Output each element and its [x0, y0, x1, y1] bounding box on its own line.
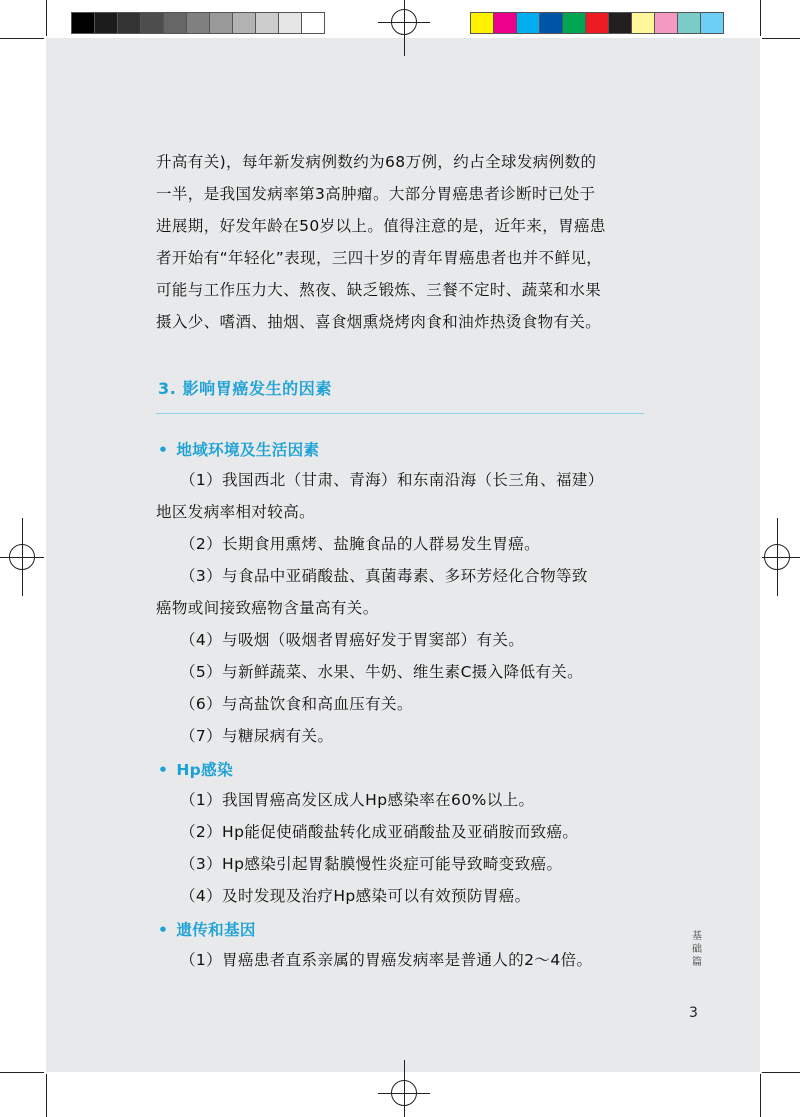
bullet-heading-region-lifestyle — [158, 438, 319, 460]
gray-swatch — [301, 12, 325, 34]
gray-swatch — [140, 12, 164, 34]
gray-swatch — [255, 12, 279, 34]
body-text-line: 一半，是我国发病率第3高肿瘤。大部分胃癌患者诊断时已处于 — [156, 185, 596, 203]
color-swatch — [654, 12, 678, 34]
crop-mark — [762, 1072, 800, 1073]
crop-mark — [46, 0, 47, 36]
list-item: （5）与新鲜蔬菜、水果、牛奶、维生素C摄入降低有关。 — [180, 663, 584, 681]
list-item: （1）我国西北（甘肃、青海）和东南沿海（长三角、福建） — [180, 471, 604, 489]
body-text-line: 进展期，好发年龄在50岁以上。值得注意的是，近年来，胃癌患 — [156, 217, 606, 235]
color-swatch — [608, 12, 632, 34]
process-color-bar — [470, 12, 723, 36]
list-item: （6）与高盐饮食和高血压有关。 — [180, 695, 413, 713]
gray-swatch — [71, 12, 95, 34]
bullet-dot-icon: • — [158, 921, 169, 939]
crop-mark — [0, 1072, 44, 1073]
gray-swatch — [278, 12, 302, 34]
color-swatch — [539, 12, 563, 34]
bullet-dot-icon: • — [158, 761, 169, 779]
section-side-label: 基础篇 — [692, 931, 702, 968]
list-item: 地区发病率相对较高。 — [156, 503, 316, 521]
gray-color-bar — [71, 12, 324, 36]
list-item: （1）我国胃癌高发区成人Hp感染率在60%以上。 — [180, 791, 535, 809]
gray-swatch — [209, 12, 233, 34]
crop-mark — [46, 1074, 47, 1117]
color-swatch — [493, 12, 517, 34]
body-text-line: 升高有关)，每年新发病例数约为68万例，约占全球发病例数的 — [156, 153, 597, 171]
body-text-line: 者开始有“年轻化”表现，三四十岁的青年胃癌患者也并不鲜见， — [156, 249, 603, 267]
gray-swatch — [117, 12, 141, 34]
color-swatch — [516, 12, 540, 34]
body-text-line: 可能与工作压力大、熬夜、缺乏锻炼、三餐不定时、蔬菜和水果 — [156, 281, 602, 299]
body-text-line: 摄入少、嗜酒、抽烟、喜食烟熏烧烤肉食和油炸热烫食物有关。 — [156, 313, 602, 331]
list-item: （3）与食品中亚硝酸盐、真菌毒素、多环芳烃化合物等致 — [180, 567, 588, 585]
crop-mark — [760, 1074, 761, 1117]
page-number: 3 — [689, 1005, 698, 1021]
color-swatch — [631, 12, 655, 34]
bullet-heading-hp-infection — [158, 758, 233, 780]
list-item: （7）与糖尿病有关。 — [180, 727, 334, 745]
bullet-title: 遗传和基因 — [176, 921, 256, 939]
registration-mark — [764, 544, 790, 570]
gray-swatch — [232, 12, 256, 34]
bullet-title: Hp感染 — [176, 761, 233, 779]
color-swatch — [562, 12, 586, 34]
crop-mark — [0, 38, 44, 39]
color-swatch — [677, 12, 701, 34]
color-swatch — [470, 12, 494, 34]
list-item: （1）胃癌患者直系亲属的胃癌发病率是普通人的2～4倍。 — [180, 951, 593, 969]
list-item: （3）Hp感染引起胃黏膜慢性炎症可能导致畸变致癌。 — [180, 855, 563, 873]
registration-mark — [391, 9, 417, 35]
list-item: （2）长期食用熏烤、盐腌食品的人群易发生胃癌。 — [180, 535, 541, 553]
list-item: （4）与吸烟（吸烟者胃癌好发于胃窦部）有关。 — [180, 631, 525, 649]
list-item: （4）及时发现及治疗Hp感染可以有效预防胃癌。 — [180, 887, 531, 905]
registration-mark — [9, 544, 35, 570]
section-divider — [156, 413, 644, 414]
crop-mark — [762, 38, 800, 39]
gray-swatch — [94, 12, 118, 34]
gray-swatch — [163, 12, 187, 34]
registration-mark — [391, 1080, 417, 1106]
color-swatch — [700, 12, 724, 34]
color-swatch — [585, 12, 609, 34]
gray-swatch — [186, 12, 210, 34]
bullet-dot-icon: • — [158, 441, 169, 459]
bullet-heading-genetics — [158, 918, 256, 940]
section-heading: 3. 影响胃癌发生的因素 — [158, 379, 332, 398]
list-item: 癌物或间接致癌物含量高有关。 — [156, 599, 379, 617]
crop-mark — [760, 0, 761, 36]
list-item: （2）Hp能促使硝酸盐转化成亚硝酸盐及亚硝胺而致癌。 — [180, 823, 579, 841]
bullet-title: 地域环境及生活因素 — [176, 441, 320, 459]
